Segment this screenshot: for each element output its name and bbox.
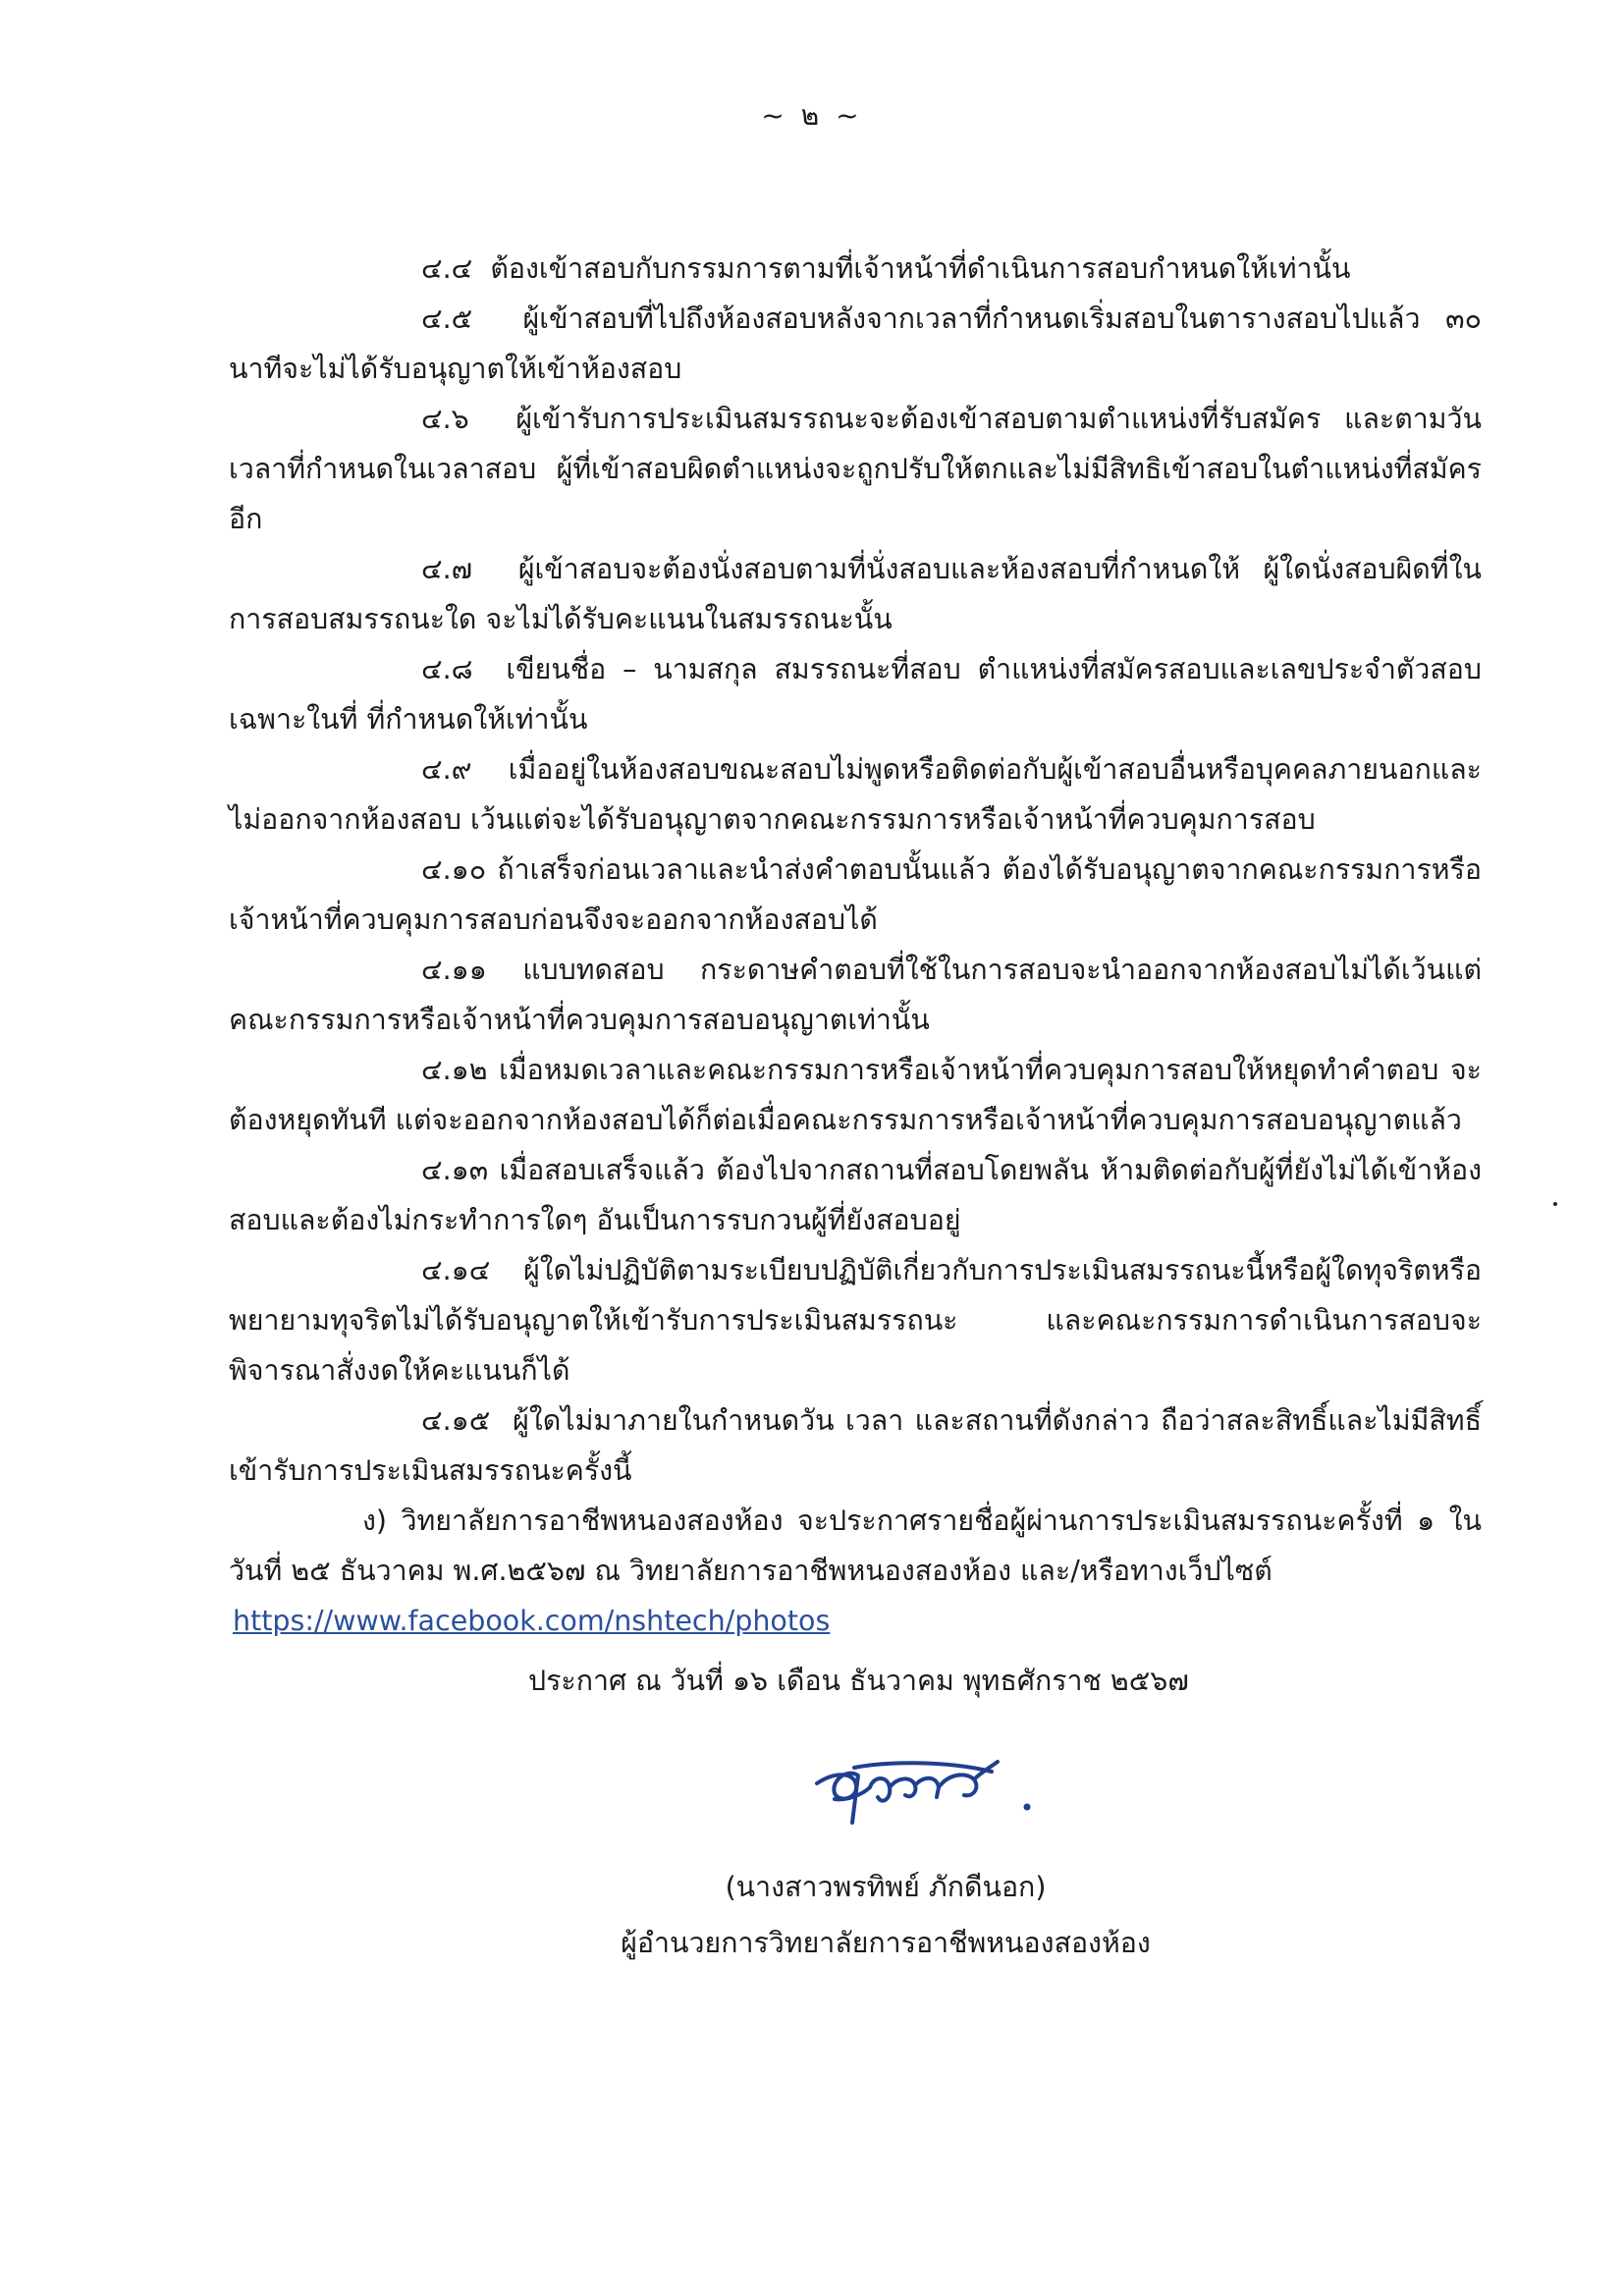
facebook-photos-link[interactable]: https://www.facebook.com/nshtech/photos [233,1605,831,1637]
item-text: เมื่ออยู่ในห้องสอบขณะสอบไม่พูดหรือติดต่อกับผู้เข้าสอบอื่นหรือบุคคลภายนอกและไม่ออกจากห้องสอบ เว้นแต่จะได้รับอนุญาตจากคณะกรรมการหรือเจ้าหน้าที่ควบคุมการสอบ [229,753,1482,836]
regulation-item [229,845,1482,945]
page-number: ~ ๒ ~ [761,99,863,132]
regulation-item [229,244,1482,294]
handwritten-signature [795,1732,1051,1840]
regulation-item [229,1145,1482,1245]
item-number: ๔.๙ [421,753,472,786]
item-text: เมื่อสอบเสร็จแล้ว ต้องไปจากสถานที่สอบโดยพลัน ห้ามติดต่อกับผู้ที่ยังไม่ได้เข้าห้องสอบและต้องไม่กระทำการใดๆ อันเป็นการรบกวนผู้ที่ยังสอบอยู่ [229,1154,1483,1236]
item-text: ผู้เข้าสอบจะต้องนั่งสอบตามที่นั่งสอบและห้องสอบที่กำหนดให้ ผู้ใดนั่งสอบผิดที่ในการสอบสมรรถนะใด จะไม่ได้รับคะแนนในสมรรถนะนั้น [229,553,1482,635]
regulation-item [229,544,1482,644]
regulation-item [229,744,1482,845]
item-text: เขียนชื่อ – นามสกุล สมรรถนะที่สอบ ตำแหน่งที่สมัครสอบและเลขประจำตัวสอบ เฉพาะในที่ ที่กำหนดให้เท่านั้น [229,653,1482,736]
regulation-item [229,394,1482,544]
item-text: ผู้ใดไม่มาภายในกำหนดวัน เวลา และสถานที่ดังกล่าว ถือว่าสละสิทธิ์และไม่มีสิทธิ์เข้ารับการประเมินสมรรถนะครั้งนี้ [229,1404,1482,1487]
signer-title: ผู้อำนวยการวิทยาลัยการอาชีพหนองสองห้อง [621,1927,1151,1959]
regulation-item [229,1045,1482,1145]
announcement-date: ประกาศ ณ วันที่ ๑๖ เดือน ธันวาคม พุทธศักราช ๒๕๖๗ [528,1665,1189,1697]
item-number: ๔.๑๑ [421,954,487,986]
item-text: ผู้เข้ารับการประเมินสมรรถนะจะต้องเข้าสอบตามตำแหน่งที่รับสมัคร และตามวันเวลาที่กำหนดในเวลาสอบ ผู้ที่เข้าสอบผิดตำแหน่งจะถูกปรับให้ตกและไม่มีสิทธิเข้าสอบในตำแหน่งที่สมัครอีก [229,403,1482,535]
item-text: ผู้เข้าสอบที่ไปถึงห้องสอบหลังจากเวลาที่กำหนดเริ่มสอบในตารางสอบไปแล้ว ๓๐ นาทีจะไม่ได้รับอนุญาตให้เข้าห้องสอบ [229,302,1483,385]
regulations-body [229,244,1482,1646]
regulation-item [229,945,1482,1045]
item-text: ถ้าเสร็จก่อนเวลาและนำส่งคำตอบนั้นแล้ว ต้องได้รับอนุญาตจากคณะกรรมการหรือเจ้าหน้าที่ควบคุมการสอบก่อนจึงจะออกจากห้องสอบได้ [229,853,1482,936]
item-number: ๔.๔ [421,252,473,285]
item-number: ๔.๑๓ [421,1154,489,1186]
section-d-text: วิทยาลัยการอาชีพหนองสองห้อง จะประกาศรายชื่อผู้ผ่านการประเมินสมรรถนะครั้งที่ ๑ ในวันที่ ๒๕ ธันวาคม พ.ศ.๒๕๖๗ ณ วิทยาลัยการอาชีพหนองสองห้อง และ/หรือทางเว็ปไซต์ [229,1504,1483,1587]
item-number: ๔.๕ [421,302,473,335]
item-number: ๔.๑๐ [421,853,487,886]
scan-speck [1553,1202,1557,1206]
item-number: ๔.๖ [421,403,469,435]
section-d-paragraph [229,1496,1482,1646]
item-text: เมื่อหมดเวลาและคณะกรรมการหรือเจ้าหน้าที่ควบคุมการสอบให้หยุดทำคำตอบ จะต้องหยุดทันที แต่จะออกจากห้องสอบได้ก็ต่อเมื่อคณะกรรมการหรือเจ้าหน้าที่ควบคุมการสอบอนุญาตแล้ว [229,1054,1482,1136]
regulation-item [229,644,1482,744]
item-text: แบบทดสอบ กระดาษคำตอบที่ใช้ในการสอบจะนำออกจากห้องสอบไม่ได้เว้นแต่คณะกรรมการหรือเจ้าหน้าที่ควบคุมการสอบอนุญาตเท่านั้น [229,954,1482,1036]
item-text: ต้องเข้าสอบกับกรรมการตามที่เจ้าหน้าที่ดำเนินการสอบกำหนดให้เท่านั้น [490,252,1351,285]
item-number: ๔.๑๔ [421,1254,491,1286]
regulation-item [229,1245,1482,1395]
item-number: ๔.๑๕ [421,1404,491,1437]
item-number: ๔.๘ [421,653,473,685]
signer-name: (นางสาวพรทิพย์ ภักดีนอก) [725,1871,1047,1903]
item-number: ๔.๗ [421,553,473,585]
regulation-item [229,294,1482,394]
item-text: ผู้ใดไม่ปฏิบัติตามระเบียบปฏิบัติเกี่ยวกับการประเมินสมรรถนะนี้หรือผู้ใดทุจริตหรือพยายามทุจริตไม่ได้รับอนุญาตให้เข้ารับการประเมินสมรรถนะ และคณะกรรมการดำเนินการสอบจะพิจารณาสั่งงดให้คะแนนก็ได้ [229,1254,1482,1387]
regulation-item [229,1395,1482,1496]
item-number: ๔.๑๒ [421,1054,488,1086]
section-d-label: ง) [362,1504,388,1537]
